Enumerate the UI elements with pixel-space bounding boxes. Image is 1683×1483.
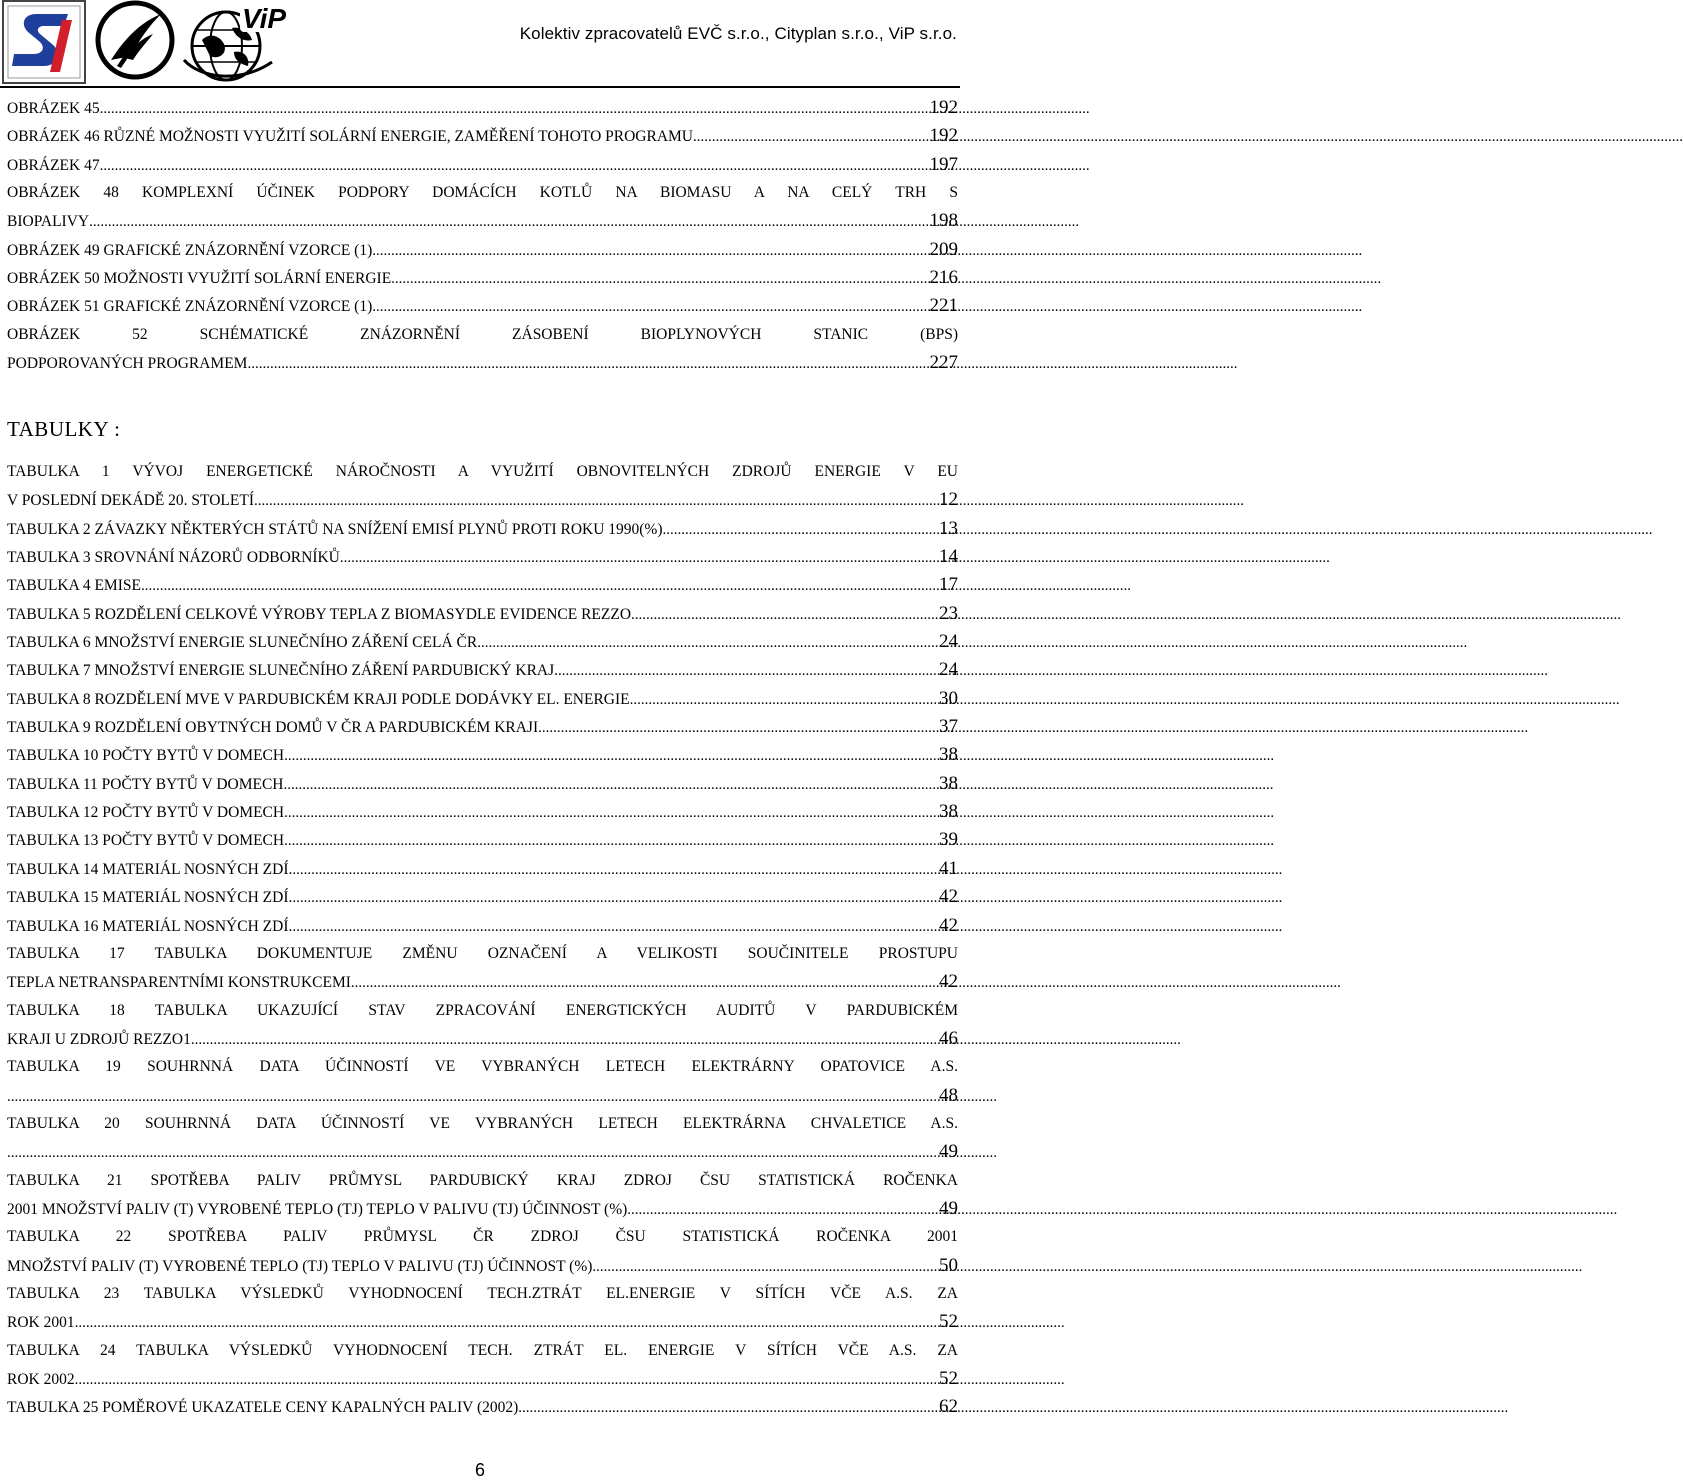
toc-entry-title: TABULKA 15 MATERIÁL NOSNÝCH ZDÍ. xyxy=(7,889,293,907)
toc-line xyxy=(7,1110,958,1138)
toc-entry-title: TABULKA 19 SOUHRNNÁ DATA ÚČINNOSTÍ VE VYBRANÝCH LETECH ELEKTRÁRNY OPATOVICE A.S. xyxy=(7,1058,958,1076)
dot-leader xyxy=(663,516,938,544)
toc-line xyxy=(7,1393,958,1421)
toc-entry-title: TABULKA 8 ROZDĚLENÍ MVE V PARDUBICKÉM KRAJI PODLE DODÁVKY EL. ENERGIE xyxy=(7,690,630,708)
figures-list xyxy=(7,94,958,377)
dot-leader xyxy=(284,799,938,827)
dot-leader xyxy=(292,856,938,884)
tables-heading: TABULKY : xyxy=(7,417,121,441)
dot-leader xyxy=(340,544,938,572)
toc-entry-title: OBRÁZEK 51 GRAFICKÉ ZNÁZORNĚNÍ VZORCE (1) xyxy=(7,298,373,316)
toc-entry[interactable] xyxy=(7,122,958,150)
toc-line xyxy=(7,968,958,996)
toc-entry[interactable] xyxy=(7,1053,958,1110)
toc-entry-title: TABULKA 21 SPOTŘEBA PALIV PRŮMYSL PARDUBICKÝ KRAJ ZDROJ ČSU STATISTICKÁ ROČENKA xyxy=(7,1171,958,1189)
toc-entry-title: TABULKA 22 SPOTŘEBA PALIV PRŮMYSL ČR ZDROJ ČSU STATISTICKÁ ROČENKA 2001 xyxy=(7,1228,958,1246)
toc-entry[interactable] xyxy=(7,798,958,826)
toc-entry-title: TABULKA 23 TABULKA VÝSLEDKŮ VYHODNOCENÍ TECH.ZTRÁT EL.ENERGIE V SÍTÍCH VČE A.S. ZA xyxy=(7,1284,958,1302)
toc-page-number: 17 xyxy=(939,574,958,596)
toc-entry-title: TABULKA 2 ZÁVAZKY NĚKTERÝCH STÁTŮ NA SNÍŽENÍ EMISÍ PLYNŮ PROTI ROKU 1990(%) xyxy=(7,520,663,538)
dot-leader xyxy=(141,572,938,600)
vip-logo xyxy=(180,0,290,84)
toc-line xyxy=(7,741,958,769)
toc-line xyxy=(7,798,958,826)
toc-entry-title: TABULKA 14 MATERIÁL NOSNÝCH ZDÍ. xyxy=(7,860,293,878)
dot-leader xyxy=(191,1026,938,1054)
toc-entry[interactable] xyxy=(7,151,958,179)
toc-entry-title: ROK 2001 xyxy=(7,1314,75,1332)
toc-line xyxy=(7,883,958,911)
toc-line xyxy=(7,855,958,883)
tables-list xyxy=(7,458,958,1422)
toc-entry[interactable] xyxy=(7,1167,958,1224)
dot-leader xyxy=(372,293,928,321)
dot-leader xyxy=(351,969,938,997)
page-header xyxy=(0,0,960,85)
toc-page-number: 39 xyxy=(939,829,958,851)
toc-entry[interactable] xyxy=(7,264,958,292)
toc-line xyxy=(7,713,958,741)
toc-page-number: 62 xyxy=(939,1396,958,1418)
toc-page-number: 209 xyxy=(929,238,958,260)
toc-entry-title: TABULKA 25 POMĚROVÉ UKAZATELE CENY KAPALNÝCH PALIV (2002) xyxy=(7,1399,519,1417)
dot-leader xyxy=(89,208,928,236)
toc-line xyxy=(7,122,958,150)
dot-leader xyxy=(627,1196,938,1224)
toc-page-number: 24 xyxy=(939,631,958,653)
toc-entry[interactable] xyxy=(7,571,958,599)
toc-entry[interactable] xyxy=(7,543,958,571)
dot-leader xyxy=(592,1253,938,1281)
toc-entry[interactable] xyxy=(7,997,958,1054)
toc-line xyxy=(7,912,958,940)
toc-page-number: 38 xyxy=(939,772,958,794)
toc-entry-title: TABULKA 20 SOUHRNNÁ DATA ÚČINNOSTÍ VE VYBRANÝCH LETECH ELEKTRÁRNA CHVALETICE A.S. xyxy=(7,1114,958,1132)
toc-line xyxy=(7,292,958,320)
dot-leader xyxy=(284,742,938,770)
toc-line xyxy=(7,1025,958,1053)
dot-leader xyxy=(100,152,929,180)
dot-leader xyxy=(558,657,938,685)
toc-entry-title: TEPLA NETRANSPARENTNÍMI KONSTRUKCEMI xyxy=(7,974,351,992)
dot-leader xyxy=(372,237,928,265)
dot-leader xyxy=(284,827,938,855)
toc-entry[interactable] xyxy=(7,1337,958,1394)
toc-entry-title: BIOPALIVY xyxy=(7,213,90,231)
toc-line xyxy=(7,321,958,349)
vip-logo-lettering: ViP xyxy=(242,3,287,34)
toc-entry-title: TABULKA 9 ROZDĚLENÍ OBYTNÝCH DOMŮ V ČR A PARDUBICKÉM KRAJI xyxy=(7,719,539,737)
toc-entry-title: TABULKA 7 MNOŽSTVÍ ENERGIE SLUNEČNÍHO ZÁŘENÍ PARDUBICKÝ KRAJ. xyxy=(7,662,559,680)
toc-line xyxy=(7,656,958,684)
toc-entry-title: 2001 MNOŽSTVÍ PALIV (T) VYROBENÉ TEPLO (TJ) TEPLO V PALIVU (TJ) ÚČINNOST (%) xyxy=(7,1200,628,1218)
toc-entry[interactable] xyxy=(7,940,958,997)
dot-leader xyxy=(284,771,939,799)
toc-entry-title: TABULKA 11 POČTY BYTŮ V DOMECH xyxy=(7,775,284,793)
toc-line xyxy=(7,940,958,968)
toc-entry-title: TABULKA 16 MATERIÁL NOSNÝCH ZDÍ. xyxy=(7,917,293,935)
toc-line xyxy=(7,1365,958,1393)
toc-entry[interactable] xyxy=(7,770,958,798)
toc-line xyxy=(7,571,958,599)
toc-line xyxy=(7,1195,958,1223)
toc-entry[interactable] xyxy=(7,236,958,264)
toc-page-number: 24 xyxy=(939,659,958,681)
toc-page-number: 49 xyxy=(939,1197,958,1219)
toc-entry-title: TABULKA 6 MNOŽSTVÍ ENERGIE SLUNEČNÍHO ZÁŘENÍ CELÁ ČR xyxy=(7,634,478,652)
dot-leader xyxy=(247,350,928,378)
dot-leader xyxy=(75,1309,938,1337)
page-number: 6 xyxy=(474,1460,485,1480)
dot-leader xyxy=(100,95,929,123)
toc-entry-title: TABULKA 13 POČTY BYTŮ V DOMECH xyxy=(7,832,285,850)
dot-leader xyxy=(75,1366,938,1394)
dot-leader xyxy=(538,714,938,742)
toc-entry-title: TABULKA 4 EMISE xyxy=(7,577,141,595)
toc-line xyxy=(7,1223,958,1251)
toc-entry[interactable] xyxy=(7,321,958,378)
toc-entry-title: OBRÁZEK 49 GRAFICKÉ ZNÁZORNĚNÍ VZORCE (1) xyxy=(7,241,373,259)
toc-page-number: 13 xyxy=(939,517,958,539)
dot-leader xyxy=(292,884,938,912)
toc-line xyxy=(7,1138,958,1166)
toc-entry-title: TABULKA 12 POČTY BYTŮ V DOMECH xyxy=(7,804,285,822)
toc-entry[interactable] xyxy=(7,685,958,713)
toc-page-number: 227 xyxy=(929,352,958,374)
toc-entry-title: V POSLEDNÍ DEKÁDĚ 20. STOLETÍ xyxy=(7,492,254,510)
toc-line xyxy=(7,264,958,292)
toc-entry[interactable] xyxy=(7,515,958,543)
toc-entry-title: TABULKA 5 ROZDĚLENÍ CELKOVÉ VÝROBY TEPLA Z BIOMASYDLE EVIDENCE REZZO xyxy=(7,605,632,623)
toc-line xyxy=(7,458,958,486)
toc-line xyxy=(7,685,958,713)
toc-line xyxy=(7,543,958,571)
toc-page-number: 42 xyxy=(939,971,958,993)
toc-entry[interactable] xyxy=(7,713,958,741)
toc-line xyxy=(7,207,958,235)
toc-entry-title: OBRÁZEK 52 SCHÉMATICKÉ ZNÁZORNĚNÍ ZÁSOBENÍ BIOPLYNOVÝCH STANIC (BPS) xyxy=(7,325,958,343)
toc-line xyxy=(7,179,958,207)
cityplan-logo xyxy=(95,0,175,84)
toc-entry[interactable] xyxy=(7,458,958,515)
toc-entry[interactable] xyxy=(7,628,958,656)
toc-page-number: 52 xyxy=(939,1311,958,1333)
toc-line xyxy=(7,151,958,179)
toc-line xyxy=(7,600,958,628)
toc-entry-title: TABULKA 18 TABULKA UKAZUJÍCÍ STAV ZPRACOVÁNÍ ENERGTICKÝCH AUDITŮ V PARDUBICKÉM xyxy=(7,1001,958,1019)
toc-line xyxy=(7,1167,958,1195)
toc-line xyxy=(7,515,958,543)
toc-entry[interactable] xyxy=(7,94,958,122)
dot-leader xyxy=(7,1139,938,1167)
toc-entry-title: TABULKA 24 TABULKA VÝSLEDKŮ VYHODNOCENÍ TECH. ZTRÁT EL. ENERGIE V SÍTÍCH VČE A.S. ZA xyxy=(7,1341,958,1359)
toc-line xyxy=(7,1252,958,1280)
toc-line xyxy=(7,486,958,514)
toc-line xyxy=(7,1308,958,1336)
toc-entry-title: ROK 2002 xyxy=(7,1371,75,1388)
toc-page-number: 48 xyxy=(939,1084,958,1106)
toc-line xyxy=(7,1053,958,1081)
toc-entry[interactable] xyxy=(7,1110,958,1167)
dot-leader xyxy=(518,1394,938,1422)
toc-line xyxy=(7,826,958,854)
toc-page-number: 198 xyxy=(929,210,958,232)
dot-leader xyxy=(7,1083,938,1111)
dot-leader xyxy=(477,629,938,657)
toc-entry-title: OBRÁZEK 48 KOMPLEXNÍ ÚČINEK PODPORY DOMÁCÍCH KOTLŮ NA BIOMASU A NA CELÝ TRH S xyxy=(7,184,958,202)
toc-page-number: 23 xyxy=(939,602,958,624)
toc-entry[interactable] xyxy=(7,741,958,769)
toc-page-number: 192 xyxy=(929,97,958,118)
toc-line xyxy=(7,1082,958,1110)
toc-page-number: 42 xyxy=(939,914,958,936)
company-header-text: Kolektiv zpracovatelů EVČ s.r.o., Cityplan s.r.o., ViP s.r.o. xyxy=(519,24,957,43)
dot-leader xyxy=(254,487,938,515)
toc-entry-title: KRAJI U ZDROJŮ REZZO1 xyxy=(7,1030,191,1048)
toc-entry[interactable] xyxy=(7,1223,958,1280)
toc-line xyxy=(7,997,958,1025)
toc-page-number: 216 xyxy=(929,267,958,289)
toc-page-number: 221 xyxy=(929,295,958,317)
toc-entry-title: TABULKA 17 TABULKA DOKUMENTUJE ZMĚNU OZNAČENÍ A VELIKOSTI SOUČINITELE PROSTUPU xyxy=(7,944,958,962)
toc-entry-title: TABULKA 3 SROVNÁNÍ NÁZORŮ ODBORNÍKŮ xyxy=(7,549,340,567)
dot-leader xyxy=(391,265,928,293)
toc-line xyxy=(7,628,958,656)
toc-entry-title: OBRÁZEK 45 xyxy=(7,100,100,117)
toc-line xyxy=(7,770,958,798)
toc-entry[interactable] xyxy=(7,912,958,940)
toc-entry[interactable] xyxy=(7,656,958,684)
toc-page-number: 46 xyxy=(939,1027,958,1049)
toc-page-number: 30 xyxy=(939,687,958,709)
toc-page-number: 41 xyxy=(939,857,958,879)
toc-entry[interactable] xyxy=(7,179,958,236)
toc-line xyxy=(7,349,958,377)
toc-page-number: 37 xyxy=(939,716,958,738)
toc-entry-title: MNOŽSTVÍ PALIV (T) VYROBENÉ TEPLO (TJ) TEPLO V PALIVU (TJ) ÚČINNOST (%) xyxy=(7,1257,593,1275)
toc-entry[interactable] xyxy=(7,292,958,320)
toc-line xyxy=(7,236,958,264)
toc-page-number: 192 xyxy=(929,125,958,147)
toc-page-number: 38 xyxy=(939,801,958,823)
toc-line xyxy=(7,1280,958,1308)
toc-page-number: 38 xyxy=(939,744,958,766)
header-rule xyxy=(0,86,960,88)
toc-line xyxy=(7,94,958,122)
toc-entry[interactable] xyxy=(7,855,958,883)
toc-entry-title: OBRÁZEK 46 RŮZNÉ MOŽNOSTI VYUŽITÍ SOLÁRNÍ ENERGIE, ZAMĚŘENÍ TOHOTO PROGRAMU xyxy=(7,128,694,146)
toc-page-number: 50 xyxy=(939,1254,958,1276)
toc-entry[interactable] xyxy=(7,883,958,911)
toc-entry[interactable] xyxy=(7,1280,958,1337)
dot-leader xyxy=(693,123,928,151)
evc-logo xyxy=(2,0,86,84)
toc-page-number: 42 xyxy=(939,886,958,908)
toc-page-number: 197 xyxy=(929,153,958,175)
dot-leader xyxy=(630,686,938,714)
toc-entry-title: OBRÁZEK 47 xyxy=(7,156,100,174)
toc-page-number: 14 xyxy=(939,546,958,568)
toc-page-number: 52 xyxy=(939,1368,958,1389)
toc-entry-title: OBRÁZEK 50 MOŽNOSTI VYUŽITÍ SOLÁRNÍ ENERGIE xyxy=(7,270,392,288)
toc-entry-title: TABULKA 10 POČTY BYTŮ V DOMECH xyxy=(7,747,285,765)
toc-entry[interactable] xyxy=(7,600,958,628)
toc-entry[interactable] xyxy=(7,826,958,854)
toc-entry[interactable] xyxy=(7,1393,958,1421)
toc-entry-title: PODPOROVANÝCH PROGRAMEM xyxy=(7,355,248,373)
dot-leader xyxy=(292,913,938,941)
toc-entry-title: TABULKA 1 VÝVOJ ENERGETICKÉ NÁROČNOSTI A VYUŽITÍ OBNOVITELNÝCH ZDROJŮ ENERGIE V EU xyxy=(7,463,958,480)
toc-page-number: 12 xyxy=(939,489,958,511)
toc-page-number: 49 xyxy=(939,1141,958,1163)
toc-line xyxy=(7,1337,958,1365)
dot-leader xyxy=(631,601,938,629)
